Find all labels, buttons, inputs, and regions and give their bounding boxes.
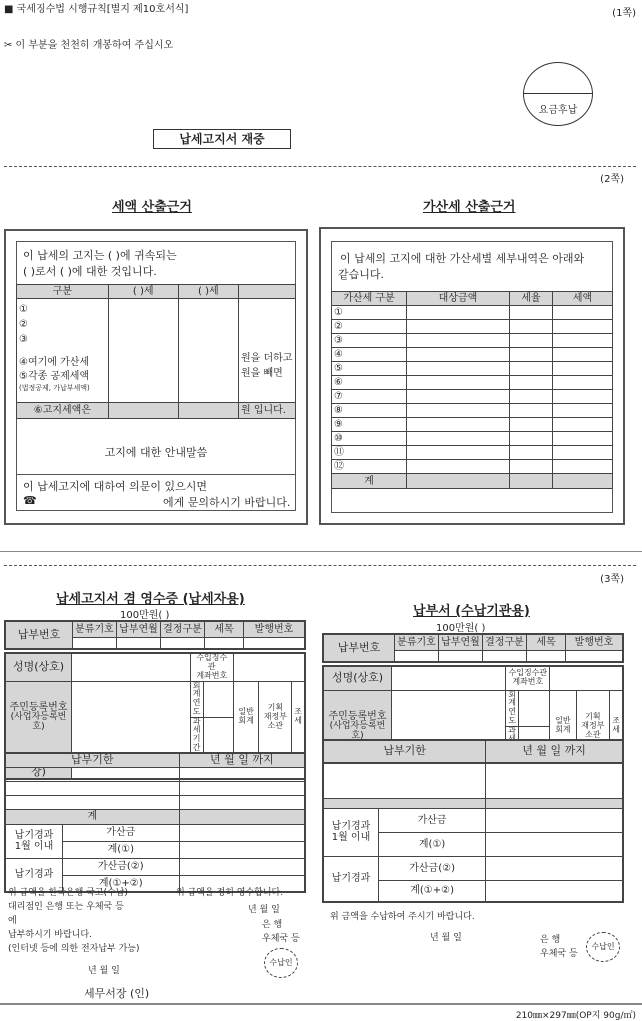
receipt-col-yearmonth: 납부연월 (117, 621, 161, 637)
inquiry-line-2: 에게 문의하시기 바랍니다. (163, 496, 291, 509)
tax-basis-title: 세액 산출근거 (112, 200, 192, 215)
receipt-tax-period: 과세기간 (190, 717, 203, 753)
receipt-overdue-2: 납기경과 (5, 858, 63, 892)
penalty-table (331, 291, 613, 489)
penalty-col-amount: 대상금액 (407, 292, 510, 306)
penalty-row: ⑩ (332, 432, 407, 446)
receipt-unit: 100만원( ) (120, 610, 170, 621)
page-number-1: (1쪽) (612, 8, 636, 19)
penalty-row: ① (332, 306, 407, 320)
slip-overdue-1 (323, 808, 379, 856)
footer-line (0, 1003, 642, 1005)
receipt-sum-1: 계(①) (63, 841, 180, 858)
receipt-note-1: 위 금액을 한국은행 국고(수납) (8, 888, 128, 898)
slip-due-date: 년 월 일 까지 (486, 740, 623, 762)
right-note-1: 원을 더하고 (240, 353, 293, 364)
open-notice: ✂ 이 부분을 천천히 개봉하여 주십시오 (4, 40, 174, 51)
slip-amount-table (322, 739, 624, 903)
receipt-overdue-1 (5, 824, 63, 858)
slip-stamp: 수납인 (586, 932, 620, 962)
receipt-sum-2: 계(①+②) (63, 875, 180, 892)
receipt-overdue-1-a: 납기경과 (14, 830, 54, 841)
slip-id-table (322, 633, 624, 663)
penalty-row: ⑥ (332, 376, 407, 390)
receipt-penalty: 가산금 (63, 824, 180, 841)
penalty-total: 계 (332, 474, 407, 489)
receipt-due-label: 납부기한 (5, 753, 179, 767)
slip-col-item: 세목 (527, 634, 566, 650)
receipt-address: 주소(사업장) (5, 753, 72, 779)
fold-line-2 (4, 565, 636, 566)
receipt-chief: 세무서장 (인) (84, 987, 150, 1000)
receipt-taxpayer-no: 납부번호 (5, 621, 73, 649)
slip-post: 우체국 등 (540, 949, 578, 959)
tax-basis-notice-2: ( )로서 ( )에 대한 것입니다. (23, 265, 157, 278)
payment-slip-title: 납부서 (수납기관용) (413, 604, 530, 619)
tax-basis-right (238, 299, 295, 403)
right-note-2: 원을 빼면 (240, 368, 283, 379)
slip-bizno-label: (사업자등록번호) (329, 720, 386, 741)
receipt-note-4: 납부하시기 바랍니다. (8, 930, 92, 940)
slip-due-label: 납부기한 (323, 740, 486, 762)
slip-sum-1: 계(①) (379, 832, 486, 856)
penalty-row: ⑨ (332, 418, 407, 432)
penalty-row: ② (332, 320, 407, 334)
receipt-stamp: 수납인 (264, 948, 298, 978)
penalty-col-rate: 세율 (510, 292, 553, 306)
penalty-basis-box (319, 227, 625, 525)
receipt-note-2: 대리점인 은행 또는 우체국 등 (8, 902, 124, 912)
receipt-note-5: (인터넷 등에 의한 전자납부 가능) (8, 944, 140, 954)
receipt-overdue-1-b: 1월 이내 (14, 841, 54, 852)
penalty-notice-2: 같습니다. (338, 268, 385, 281)
slip-col-class: 분류기호 (395, 634, 439, 650)
col-category: 구분 (17, 285, 109, 299)
col-tax-a: ( )세 (108, 285, 178, 299)
penalty-basis-inner (331, 241, 613, 513)
payment-slip-unit: 100만원( ) (436, 623, 486, 634)
slip-fiscal-year: 회계연도 (506, 690, 519, 726)
penalty-col-category: 가산세 구분 (332, 292, 407, 306)
row-3: ③ (19, 334, 28, 345)
slip-plan: 기획 재정부 소관 (576, 690, 610, 763)
page-number-2: (2쪽) (600, 174, 624, 185)
tax-basis-table (16, 284, 296, 419)
receipt-general: 일반 회계 (233, 681, 259, 753)
receipt-total: 계 (5, 809, 179, 824)
receipt-received: 위 금액을 정히 영수합니다. (176, 888, 284, 898)
slip-col-decision: 결정구분 (483, 634, 527, 650)
tax-basis-rows (17, 299, 109, 403)
penalty-row: ⑫ (332, 460, 407, 474)
penalty-col-tax: 세액 (553, 292, 613, 306)
receipt-tax-jo: 조 세 (292, 681, 305, 753)
receipt-bank: 은 행 (262, 920, 283, 930)
penalty-row: ⑧ (332, 404, 407, 418)
receipt-col-decision: 결정구분 (161, 621, 205, 637)
postage-stamp (523, 62, 593, 126)
receipt-account: 수입징수관 계좌번호 (190, 653, 233, 681)
slip-general: 일반 회계 (550, 690, 576, 763)
receipt-plan: 기획 재정부 소관 (259, 681, 292, 753)
slip-sum-2: 계(①+②) (379, 880, 486, 902)
penalty-row: ⑪ (332, 446, 407, 460)
row-1: ① (19, 304, 28, 315)
slip-account: 수입징수관 계좌번호 (506, 666, 550, 690)
tax-basis-box (4, 229, 308, 525)
slip-col-yearmonth: 납부연월 (439, 634, 483, 650)
slip-overdue-1-a: 납기경과 (331, 821, 371, 832)
slip-date: 년 월 일 (430, 933, 462, 943)
slip-penalty-2: 가산금(②) (379, 856, 486, 880)
slip-idno-label: 주민등록번호 (328, 710, 387, 722)
row-6-right: 원 입니다. (238, 403, 295, 419)
fold-line-1 (4, 166, 636, 167)
receipt-penalty-2: 가산금(②) (63, 858, 180, 875)
penalty-basis-title: 가산세 산출근거 (423, 200, 516, 215)
penalty-notice-1: 이 납세의 고지에 대한 가산세별 세부내역은 아래와 (340, 252, 585, 265)
guide-heading: 고지에 대한 안내말씀 (104, 446, 208, 459)
receipt-post: 우체국 등 (262, 934, 300, 944)
receipt-col-issue: 발행번호 (244, 621, 306, 637)
page-separator (0, 551, 642, 552)
tax-basis-inner (16, 241, 296, 511)
slip-tax-period: 과세기간 (506, 726, 519, 763)
slip-overdue-2: 납기경과 (323, 856, 379, 902)
tax-basis-notice-1: 이 납세의 고지는 ( )에 귀속되는 (23, 249, 177, 262)
penalty-row: ④ (332, 348, 407, 362)
slip-col-issue: 발행번호 (566, 634, 624, 650)
slip-tax-jo: 조 세 (610, 690, 623, 763)
penalty-row: ⑤ (332, 362, 407, 376)
form-reference: ■ 국세징수법 시행규칙[별지 제10호서식] (4, 4, 189, 15)
row-5: ⑤각종 공제세액 (19, 371, 90, 382)
paper-spec: 210㎜×297㎜(OP지 90g/㎡) (515, 1011, 636, 1021)
receipt-amount-table (4, 752, 306, 893)
slip-note: 위 금액을 수납하여 주시기 바랍니다. (330, 912, 475, 922)
slip-bank: 은 행 (540, 935, 561, 945)
receipt-date-2: 년 월 일 (88, 966, 120, 976)
penalty-row: ⑦ (332, 390, 407, 404)
row-2: ② (19, 319, 28, 330)
receipt-name: 성명(상호) (5, 653, 72, 681)
receipt-fiscal-year: 회계연도 (190, 681, 203, 717)
receipt-title: 납세고지서 겸 영수증 (납세자용) (56, 592, 245, 607)
slip-penalty: 가산금 (379, 808, 486, 832)
receipt-col-item: 세목 (205, 621, 244, 637)
page-number-3: (3쪽) (600, 574, 624, 585)
receipt-col-class: 분류기호 (73, 621, 117, 637)
row-6: ⑥고지세액은 (17, 403, 109, 419)
slip-taxpayer-no: 납부번호 (323, 634, 395, 662)
receipt-bizno-label: (사업자등록번호) (10, 711, 67, 732)
slip-name: 성명(상호) (323, 666, 392, 690)
row-5-sub: (법정공제, 가납부세액) (19, 384, 90, 392)
phone-icon: ☎ (23, 494, 37, 507)
receipt-id-table (4, 620, 306, 650)
doc-title: 납세고지서 재중 (153, 129, 291, 149)
postage-stamp-label: 요금후납 (538, 105, 578, 116)
receipt-due-date: 년 월 일 까지 (179, 753, 305, 767)
inquiry-line-1: 이 납세고지에 대하여 의문이 있으시면 (23, 480, 208, 493)
col-tax-b: ( )세 (178, 285, 238, 299)
row-4: ④여기에 가산세 (19, 357, 90, 368)
receipt-date: 년 월 일 (248, 905, 280, 915)
receipt-idno (5, 681, 72, 753)
receipt-idno-label: 주민등록번호 (9, 701, 68, 713)
slip-overdue-1-b: 1월 이내 (331, 832, 371, 843)
receipt-note-3: 에 (8, 916, 17, 926)
penalty-row: ③ (332, 334, 407, 348)
